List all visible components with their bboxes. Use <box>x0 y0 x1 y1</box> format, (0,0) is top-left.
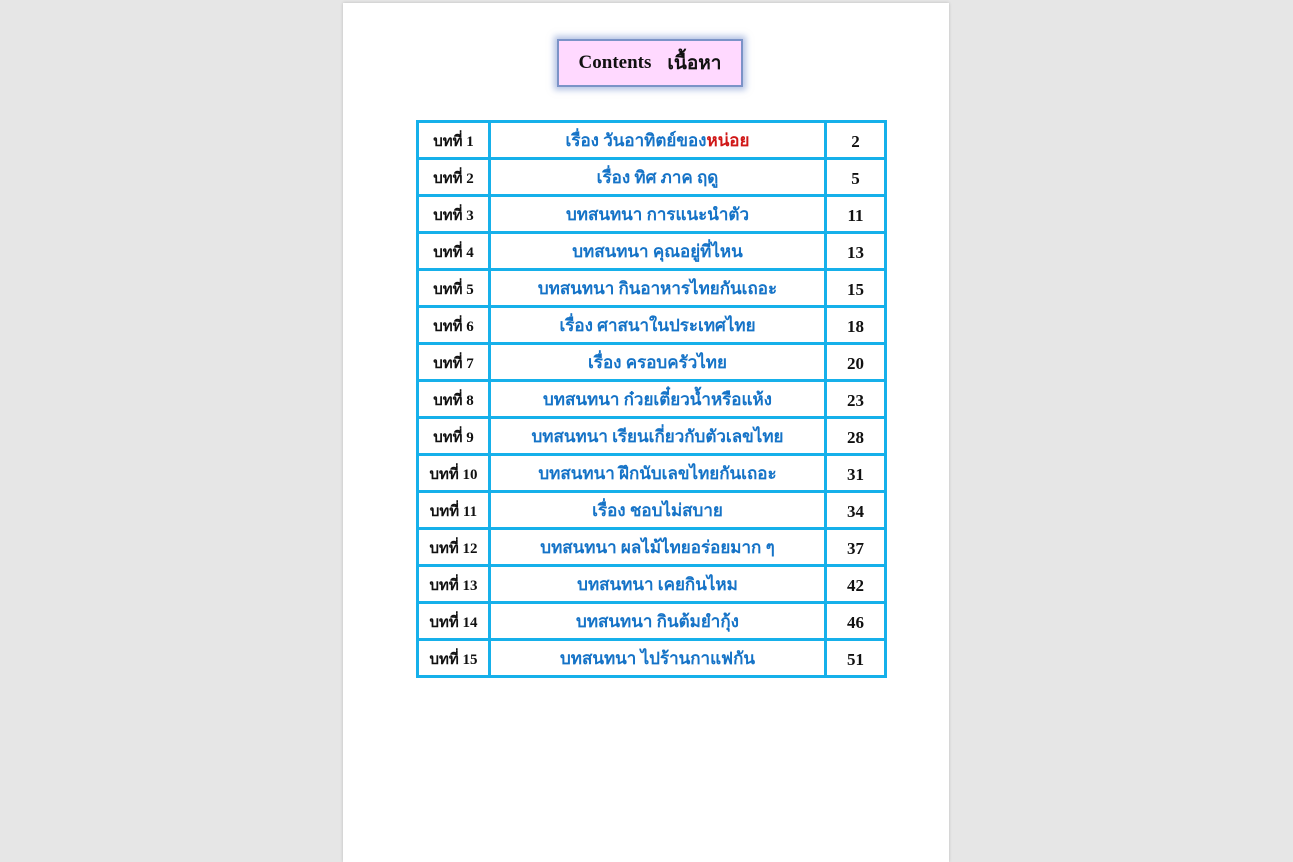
page-number: 20 <box>826 344 886 381</box>
topic-text: บทสนทนา ผลไม้ไทยอร่อยมาก ๆ <box>540 537 775 557</box>
topic-text: บทสนทนา คุณอยู่ที่ไหน <box>572 241 743 261</box>
chapter-label: บทที่ 7 <box>418 344 490 381</box>
chapter-topic[interactable] <box>490 307 826 344</box>
chapter-topic[interactable] <box>490 492 826 529</box>
toc-row <box>418 529 886 566</box>
page-number: 46 <box>826 603 886 640</box>
chapter-label: บทที่ 8 <box>418 381 490 418</box>
page-number: 15 <box>826 270 886 307</box>
page-number: 11 <box>826 196 886 233</box>
chapter-topic[interactable] <box>490 381 826 418</box>
page-number: 42 <box>826 566 886 603</box>
chapter-topic[interactable] <box>490 529 826 566</box>
topic-text: บทสนทนา เรียนเกี่ยวกับตัวเลขไทย <box>531 426 784 446</box>
toc-row <box>418 196 886 233</box>
chapter-label: บทที่ 10 <box>418 455 490 492</box>
chapter-topic[interactable] <box>490 344 826 381</box>
chapter-label: บทที่ 11 <box>418 492 490 529</box>
chapter-label: บทที่ 4 <box>418 233 490 270</box>
chapter-label: บทที่ 15 <box>418 640 490 677</box>
chapter-topic[interactable] <box>490 122 826 159</box>
page-number: 37 <box>826 529 886 566</box>
chapter-label: บทที่ 14 <box>418 603 490 640</box>
chapter-topic[interactable] <box>490 159 826 196</box>
topic-text: เรื่อง ทิศ ภาค ฤดู <box>596 167 719 187</box>
toc-row <box>418 270 886 307</box>
toc-row <box>418 122 886 159</box>
topic-text: บทสนทนา ก๋วยเตี๋ยวน้ำหรือแห้ง <box>543 389 772 409</box>
toc-row <box>418 640 886 677</box>
page-number: 23 <box>826 381 886 418</box>
topic-text: บทสนทนา กินต้มยำกุ้ง <box>576 611 739 631</box>
topic-text: บทสนทนา การแนะนำตัว <box>565 204 750 224</box>
chapter-label: บทที่ 3 <box>418 196 490 233</box>
chapter-topic[interactable] <box>490 270 826 307</box>
chapter-label: บทที่ 13 <box>418 566 490 603</box>
chapter-label: บทที่ 6 <box>418 307 490 344</box>
title-english: Contents <box>578 52 652 73</box>
chapter-label: บทที่ 2 <box>418 159 490 196</box>
page-number: 18 <box>826 307 886 344</box>
toc-row <box>418 381 886 418</box>
page-number: 2 <box>826 122 886 159</box>
topic-text: บทสนทนา กินอาหารไทยกันเถอะ <box>537 278 778 298</box>
topic-text: เรื่อง วันอาทิตย์ของ <box>565 130 707 150</box>
toc-row <box>418 603 886 640</box>
page-number: 28 <box>826 418 886 455</box>
chapter-label: บทที่ 1 <box>418 122 490 159</box>
chapter-label: บทที่ 5 <box>418 270 490 307</box>
toc-row <box>418 307 886 344</box>
topic-text: เรื่อง ครอบครัวไทย <box>588 352 727 372</box>
toc-row <box>418 233 886 270</box>
topic-text: บทสนทนา ฝึกนับเลขไทยกันเถอะ <box>538 463 777 483</box>
contents-title-box <box>557 39 743 87</box>
topic-text: เรื่อง ชอบไม่สบาย <box>592 500 723 520</box>
chapter-topic[interactable] <box>490 418 826 455</box>
chapter-topic[interactable] <box>490 455 826 492</box>
page-number: 31 <box>826 455 886 492</box>
chapter-topic[interactable] <box>490 566 826 603</box>
chapter-label: บทที่ 12 <box>418 529 490 566</box>
topic-highlight: หน่อย <box>706 130 750 150</box>
table-of-contents <box>416 120 887 678</box>
page-number: 51 <box>826 640 886 677</box>
chapter-topic[interactable] <box>490 196 826 233</box>
topic-text: บทสนทนา ไปร้านกาแฟกัน <box>559 648 755 668</box>
title-thai: เนื้อหา <box>667 53 722 74</box>
toc-row <box>418 418 886 455</box>
toc-row <box>418 344 886 381</box>
toc-row <box>418 566 886 603</box>
page-number: 34 <box>826 492 886 529</box>
toc-row <box>418 159 886 196</box>
chapter-topic[interactable] <box>490 233 826 270</box>
toc-row <box>418 455 886 492</box>
page-number: 5 <box>826 159 886 196</box>
toc-row <box>418 492 886 529</box>
chapter-topic[interactable] <box>490 603 826 640</box>
chapter-topic[interactable] <box>490 640 826 677</box>
document-page <box>343 3 949 862</box>
topic-text: เรื่อง ศาสนาในประเทศไทย <box>559 315 756 335</box>
topic-text: บทสนทนา เคยกินไหม <box>577 574 738 594</box>
page-number: 13 <box>826 233 886 270</box>
chapter-label: บทที่ 9 <box>418 418 490 455</box>
